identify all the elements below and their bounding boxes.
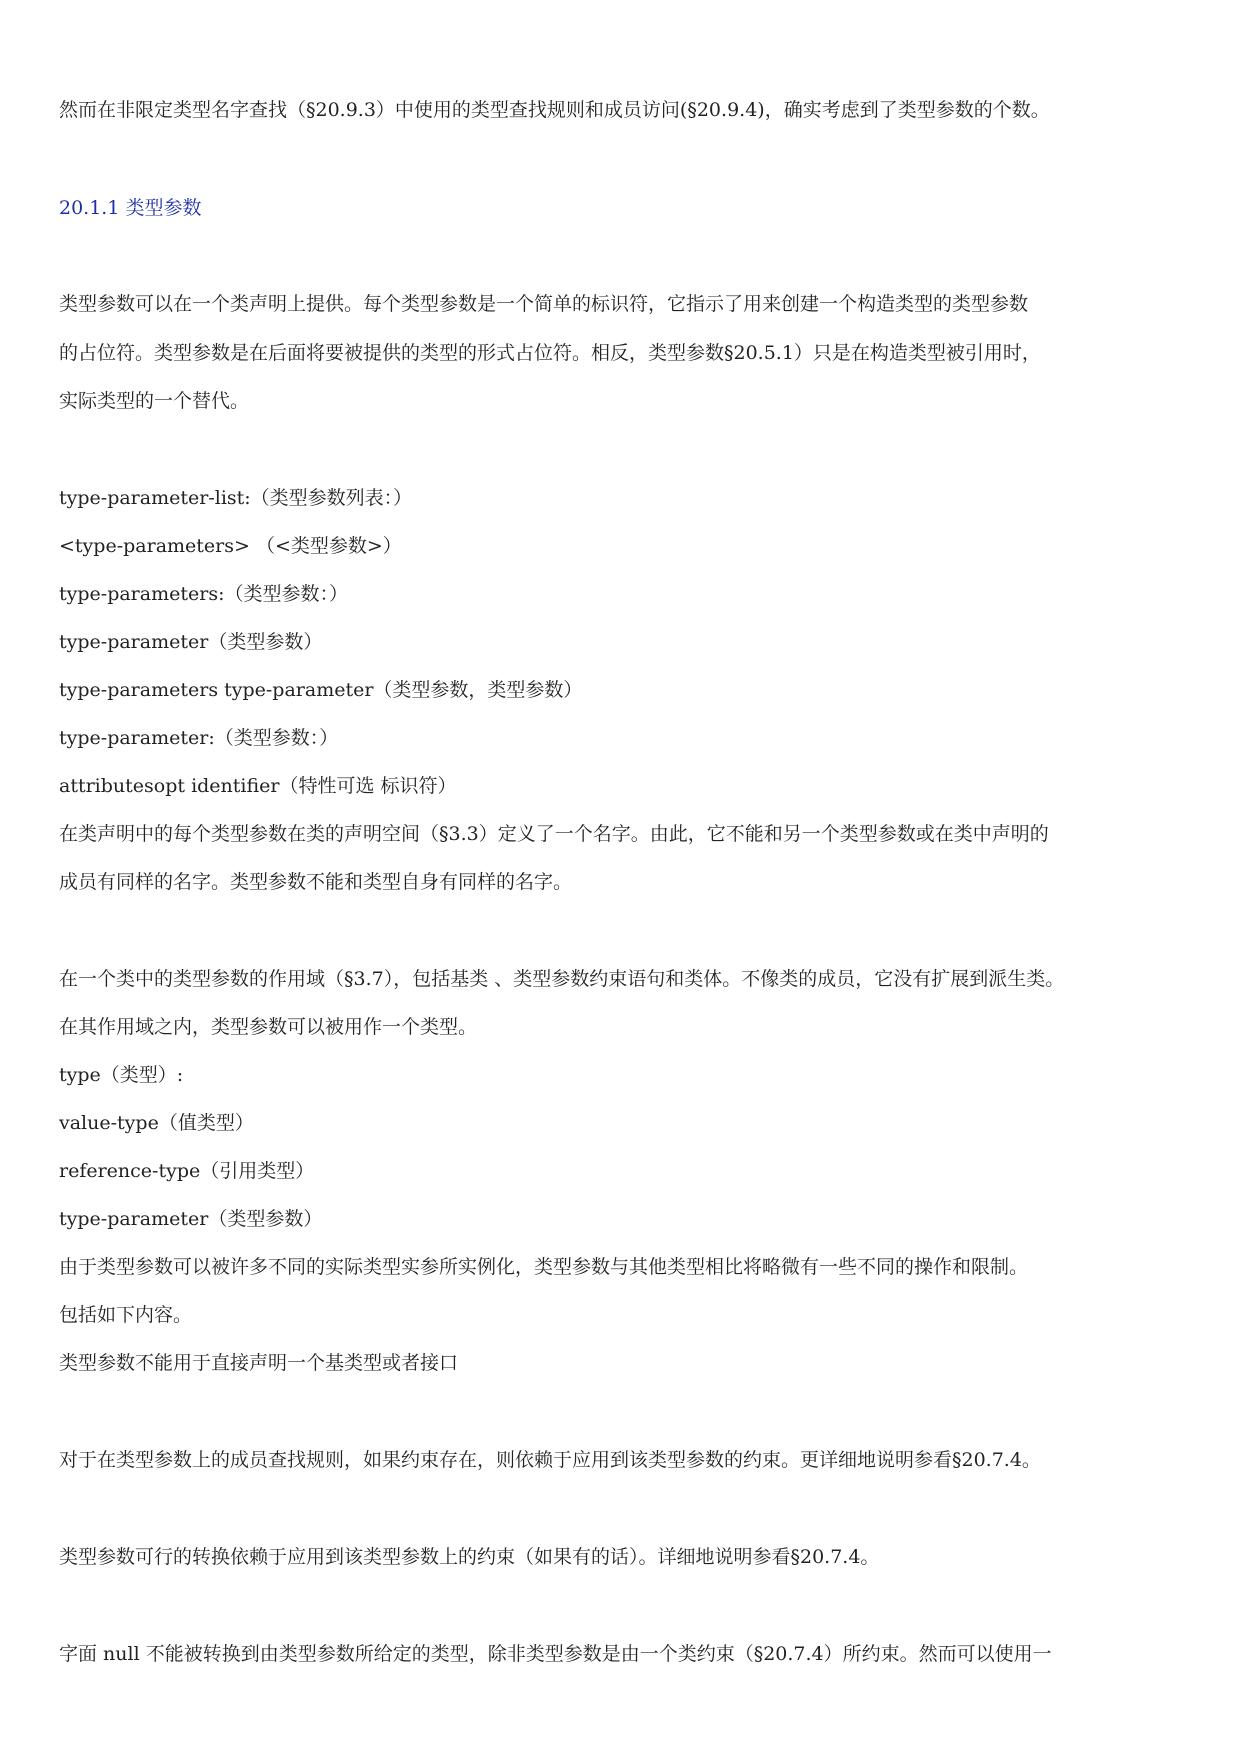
restrictions-paragraph-line-1: 由于类型参数可以被许多不同的实际类型实参所实例化，类型参数与其他类型相比将略微有一些不同的操作和限制。	[59, 1256, 1029, 1278]
grammar-line-type-parameter-def: type-parameter:（类型参数：）	[59, 727, 339, 749]
grammar-line-attributesopt-identifier: attributesopt identifier（特性可选 标识符）	[59, 775, 457, 797]
type-params-paragraph-line-3: 实际类型的一个替代。	[59, 390, 250, 412]
null-literal-paragraph: 字面 null 不能被转换到由类型参数所给定的类型，除非类型参数是由一个类约束（§20.7.4）所约束。然而可以使用一	[59, 1643, 1052, 1665]
conversion-paragraph: 类型参数可行的转换依赖于应用到该类型参数上的约束（如果有的话）。详细地说明参看§20.7.4。	[59, 1546, 880, 1568]
restriction-base-type: 类型参数不能用于直接声明一个基类型或者接口	[59, 1352, 459, 1374]
grammar-line-value-type: value-type（值类型）	[59, 1112, 254, 1134]
grammar-line-type: type（类型）:	[59, 1064, 184, 1086]
grammar-line-angle-type-parameters: <type-parameters> （<类型参数>）	[59, 535, 402, 557]
scope-paragraph-line-2: 在其作用域之内，类型参数可以被用作一个类型。	[59, 1016, 478, 1038]
grammar-line-reference-type: reference-type（引用类型）	[59, 1160, 315, 1182]
declaration-space-paragraph-line-1: 在类声明中的每个类型参数在类的声明空间（§3.3）定义了一个名字。由此，它不能和另一个类型参数或在类中声明的	[59, 823, 1049, 845]
member-lookup-paragraph: 对于在类型参数上的成员查找规则，如果约束存在，则依赖于应用到该类型参数的约束。更详细地说明参看§20.7.4。	[59, 1449, 1041, 1471]
type-params-paragraph-line-2: 的占位符。类型参数是在后面将要被提供的类型的形式占位符。相反，类型参数§20.5.1）只是在构造类型被引用时，	[59, 342, 1041, 364]
intro-paragraph-line: 然而在非限定类型名字查找（§20.9.3）中使用的类型查找规则和成员访问(§20.9.4)，确实考虑到了类型参数的个数。	[59, 99, 1050, 121]
section-heading: 20.1.1 类型参数	[59, 197, 202, 219]
declaration-space-paragraph-line-2: 成员有同样的名字。类型参数不能和类型自身有同样的名字。	[59, 871, 573, 893]
grammar-line-type-parameter-list: type-parameter-list:（类型参数列表：）	[59, 487, 413, 509]
grammar-line-type-parameters-type-parameter: type-parameters type-parameter（类型参数，类型参数）	[59, 679, 583, 701]
grammar-line-type-parameter: type-parameter（类型参数）	[59, 631, 323, 653]
grammar-line-type-parameter-2: type-parameter（类型参数）	[59, 1208, 323, 1230]
scope-paragraph-line-1: 在一个类中的类型参数的作用域（§3.7），包括基类 、类型参数约束语句和类体。不像类的成员，它没有扩展到派生类。	[59, 968, 1065, 990]
restrictions-paragraph-line-2: 包括如下内容。	[59, 1304, 193, 1326]
grammar-line-type-parameters: type-parameters:（类型参数：）	[59, 583, 348, 605]
type-params-paragraph-line-1: 类型参数可以在一个类声明上提供。每个类型参数是一个简单的标识符，它指示了用来创建一个构造类型的类型参数	[59, 293, 1029, 315]
